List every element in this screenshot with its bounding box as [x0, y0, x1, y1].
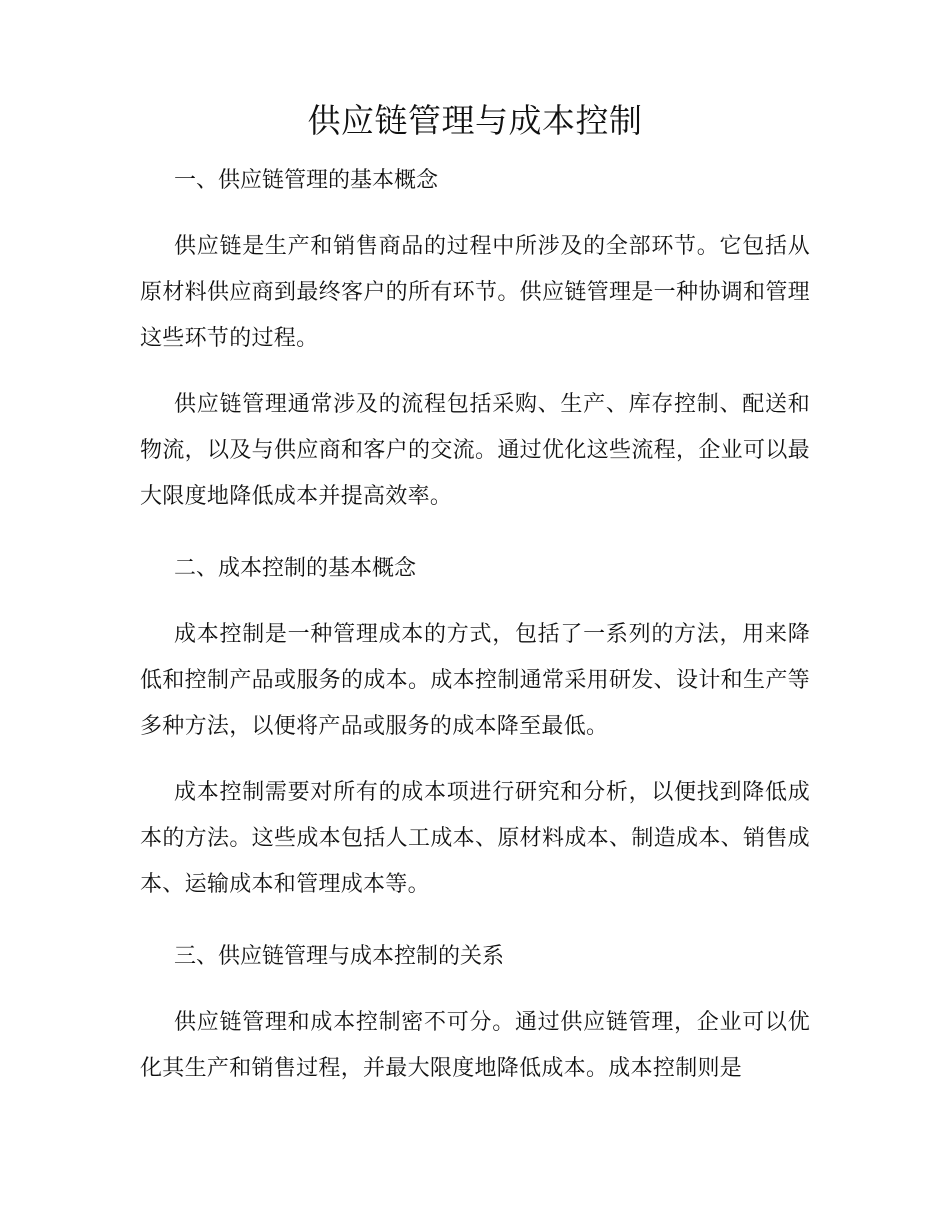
section-heading: 三、供应链管理与成本控制的关系 — [174, 944, 505, 969]
section-cost-control-concept — [140, 546, 810, 908]
paragraph: 供应链管理通常涉及的流程包括采购、生产、库存控制、配送和物流，以及与供应商和客户的交流。通过优化这些流程，企业可以最大限度地降低成本并提高效率。 — [140, 392, 810, 509]
section-supply-chain-concept — [140, 158, 810, 520]
paragraph: 供应链管理和成本控制密不可分。通过供应链管理，企业可以优化其生产和销售过程，并最大限度地降低成本。成本控制则是 — [140, 1010, 810, 1081]
section-heading: 一、供应链管理的基本概念 — [174, 168, 439, 193]
section-heading: 二、成本控制的基本概念 — [174, 556, 417, 581]
paragraph: 成本控制需要对所有的成本项进行研究和分析，以便找到降低成本的方法。这些成本包括人工成本、原材料成本、制造成本、销售成本、运输成本和管理成本等。 — [140, 780, 810, 897]
document-title: 供应链管理与成本控制 — [307, 101, 643, 140]
section-relationship — [140, 934, 810, 1092]
paragraph: 供应链是生产和销售商品的过程中所涉及的全部环节。它包括从原材料供应商到最终客户的所有环节。供应链管理是一种协调和管理这些环节的过程。 — [140, 234, 810, 351]
paragraph: 成本控制是一种管理成本的方式，包括了一系列的方法，用来降低和控制产品或服务的成本。成本控制通常采用研发、设计和生产等多种方法，以便将产品或服务的成本降至最低。 — [140, 622, 810, 739]
